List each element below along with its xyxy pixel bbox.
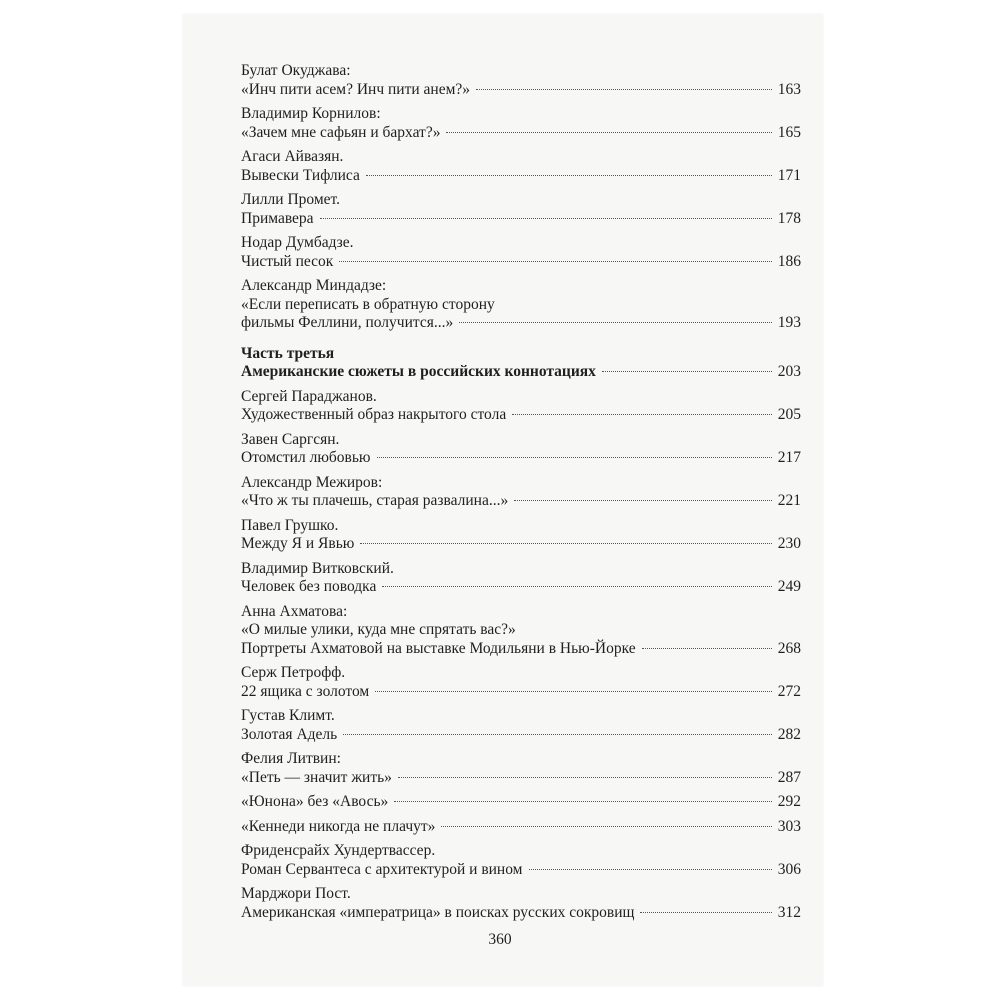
- entry-title: «Инч пити асем? Инч пити анем?»: [241, 80, 471, 98]
- entry-title: Между Я и Явью: [241, 535, 355, 552]
- entry-page-number: 303: [777, 817, 801, 835]
- dot-leader: [377, 457, 772, 458]
- dot-leader: [366, 175, 772, 176]
- entry-author: Анна Ахматова:: [241, 602, 348, 620]
- entry-subtitle-line: «Если переписать в обратную сторону: [241, 295, 495, 313]
- entry-author: Фелия Литвин:: [241, 750, 341, 767]
- entry-title-line: [241, 314, 801, 333]
- toc-entry: [241, 707, 801, 744]
- dot-leader: [512, 414, 772, 415]
- toc-entry: [241, 517, 801, 554]
- toc-entry: [241, 105, 801, 142]
- entry-subtitle-line: «О милые улики, куда мне спрятать вас?»: [241, 621, 516, 638]
- entry-title: Роман Сервантеса с архитектурой и вином: [241, 860, 523, 878]
- entry-title: фильмы Феллини, получится...»: [241, 314, 454, 331]
- dot-leader: [642, 648, 772, 649]
- entry-page-number: 171: [777, 166, 801, 184]
- dot-leader: [602, 371, 772, 372]
- dot-leader: [339, 261, 771, 262]
- entry-title-line: [241, 861, 801, 880]
- entry-author: Александр Межиров:: [241, 473, 383, 491]
- dot-leader: [360, 543, 771, 544]
- entry-title-line: [241, 492, 801, 511]
- entry-title: Художественный образ накрытого стола: [241, 406, 507, 423]
- entry-title: Примавера: [241, 209, 314, 227]
- entry-title: Вывески Тифлиса: [241, 166, 360, 184]
- entry-title: «Зачем мне сафьян и бархат?»: [241, 123, 441, 141]
- entry-title-line: [241, 253, 801, 272]
- toc-entry: [241, 148, 801, 185]
- entry-title-line: [241, 640, 801, 659]
- table-of-contents: [241, 62, 801, 928]
- entry-author: Александр Миндадзе:: [241, 277, 387, 294]
- toc-entry: [241, 603, 801, 659]
- toc-entry: [241, 277, 801, 333]
- toc-entry: [241, 388, 801, 425]
- entry-page-number: 221: [777, 492, 801, 509]
- entry-author: Владимир Корнилов:: [241, 105, 381, 122]
- toc-entry: [241, 818, 801, 837]
- entry-title: Чистый песок: [241, 252, 334, 270]
- entry-title-line: [241, 81, 801, 100]
- toc-entry: [241, 750, 801, 787]
- toc-entry: [241, 664, 801, 701]
- dot-leader: [441, 826, 771, 827]
- entry-title: «Что ж ты плачешь, старая развалина...»: [241, 492, 509, 509]
- entry-page-number: 165: [777, 123, 801, 141]
- dot-leader: [382, 586, 771, 587]
- entry-title: «Кеннеди никогда не плачут»: [241, 817, 436, 835]
- dot-leader: [343, 734, 772, 735]
- part-label: Часть третья: [241, 344, 335, 362]
- dot-leader: [640, 912, 771, 913]
- entry-title: Золотая Адель: [241, 725, 338, 743]
- entry-page-number: 306: [777, 860, 801, 878]
- entry-page-number: 178: [777, 209, 801, 227]
- dot-leader: [375, 691, 772, 692]
- toc-entry: [241, 793, 801, 812]
- dot-leader: [398, 777, 772, 778]
- toc-entry: [241, 885, 801, 922]
- entry-title-line: [241, 726, 801, 745]
- entry-author: Фриденсрайх Хундертвассер.: [241, 842, 436, 859]
- dot-leader: [476, 89, 772, 90]
- toc-entry: [241, 842, 801, 879]
- entry-author: Агаси Айвазян.: [241, 148, 344, 165]
- toc-part-heading: [241, 345, 801, 382]
- entry-page-number: 205: [777, 406, 801, 423]
- entry-title-line: [241, 769, 801, 788]
- toc-entry: [241, 191, 801, 228]
- entry-page-number: 292: [777, 793, 801, 810]
- entry-page-number: 282: [777, 725, 801, 743]
- dot-leader: [529, 869, 772, 870]
- entry-page-number: 193: [777, 314, 801, 331]
- entry-title-line: [241, 210, 801, 229]
- toc-entry: [241, 560, 801, 597]
- dot-leader: [459, 322, 772, 323]
- entry-author: Марджори Пост.: [241, 885, 351, 902]
- entry-author: Владимир Витковский.: [241, 559, 394, 577]
- entry-title: Портреты Ахматовой на выставке Модильяни в Нью-Йорке: [241, 639, 636, 657]
- entry-page-number: 163: [777, 80, 801, 98]
- entry-page-number: 287: [777, 768, 801, 786]
- entry-title-line: [241, 578, 801, 597]
- entry-title: Человек без поводка: [241, 578, 377, 595]
- entry-title: Американская «императрица» в поисках русских сокровищ: [241, 903, 635, 921]
- entry-title: Американские сюжеты в российских коннотациях: [241, 363, 596, 380]
- entry-page-number: 249: [777, 578, 801, 595]
- entry-title-line: [241, 683, 801, 702]
- entry-author: Завен Саргсян.: [241, 430, 340, 448]
- entry-page-number: 272: [777, 682, 801, 700]
- entry-title-line: [241, 406, 801, 425]
- entry-title-line: [241, 449, 801, 468]
- entry-author: Густав Климт.: [241, 707, 335, 724]
- entry-page-number: 268: [777, 639, 801, 657]
- entry-title-line: [241, 793, 801, 812]
- entry-page-number: 186: [777, 252, 801, 270]
- entry-author: Павел Грушко.: [241, 516, 339, 534]
- page-number: 360: [488, 931, 512, 948]
- entry-title: 22 ящика с золотом: [241, 682, 370, 700]
- entry-author: Нодар Думбадзе.: [241, 234, 354, 251]
- entry-title: «Петь — значит жить»: [241, 768, 392, 786]
- entry-title: Отомстил любовью: [241, 449, 371, 466]
- dot-leader: [394, 801, 771, 802]
- entry-author: Серж Петрофф.: [241, 664, 346, 681]
- dot-leader: [446, 132, 771, 133]
- toc-entry: [241, 62, 801, 99]
- entry-title: «Юнона» без «Авось»: [241, 793, 389, 810]
- toc-entry: [241, 474, 801, 511]
- toc-entry: [241, 234, 801, 271]
- entry-title-line: [241, 167, 801, 186]
- entry-page-number: 312: [777, 903, 801, 921]
- entry-page-number: 217: [777, 449, 801, 466]
- entry-title-line: [241, 818, 801, 837]
- dot-leader: [514, 500, 772, 501]
- toc-entry: [241, 431, 801, 468]
- entry-author: Сергей Параджанов.: [241, 387, 377, 405]
- entry-author: Булат Окуджава:: [241, 62, 351, 79]
- entry-title-line: [241, 904, 801, 923]
- entry-author: Лилли Промет.: [241, 191, 341, 208]
- entry-title-line: [241, 535, 801, 554]
- entry-page-number: 230: [777, 535, 801, 552]
- entry-title-line: [241, 363, 801, 382]
- entry-title-line: [241, 124, 801, 143]
- dot-leader: [320, 218, 772, 219]
- entry-page-number: 203: [777, 363, 801, 380]
